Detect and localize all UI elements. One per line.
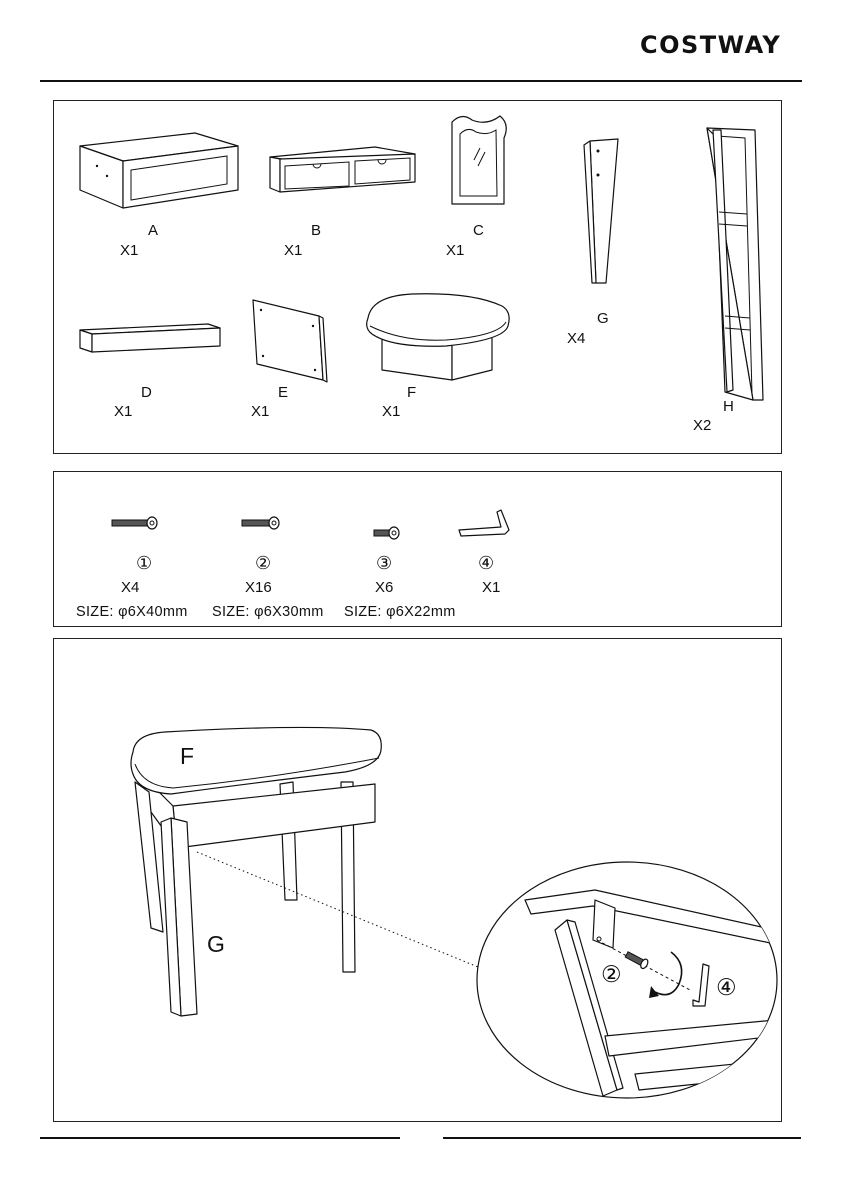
part-label-h: H [723,398,734,415]
part-label-g: G [597,310,609,327]
step-label-leg: G [207,931,225,957]
hardware-num-2: ② [255,553,272,573]
hardware-qty-2: X16 [245,579,272,596]
hardware-num-4: ④ [478,553,495,573]
step-label-seat: F [180,743,195,769]
part-qty-a: X1 [120,242,139,259]
part-label-f: F [407,384,417,401]
part-label-d: D [141,384,152,401]
part-qty-c: X1 [446,242,465,259]
hardware-size-1: SIZE: φ6X40mm [76,604,188,620]
part-label-c: C [473,222,484,239]
hardware-num-1: ① [136,553,153,573]
detail-label-screw: ② [601,961,622,987]
detail-label-tool: ④ [716,974,737,1000]
part-label-b: B [311,222,322,239]
part-qty-e: X1 [251,403,270,420]
hardware-qty-4: X1 [482,579,501,596]
brand-text: COSTWAY [640,31,782,59]
part-qty-h: X2 [693,417,712,434]
hardware-qty-1: X4 [121,579,140,596]
part-label-a: A [148,222,159,239]
footer-rule-left [40,1137,400,1139]
hardware-size-3: SIZE: φ6X22mm [344,604,456,620]
hardware-qty-3: X6 [375,579,394,596]
part-label-e: E [278,384,289,401]
part-qty-d: X1 [114,403,133,420]
hardware-num-3: ③ [376,553,393,573]
part-qty-b: X1 [284,242,303,259]
footer-rule-right [443,1137,801,1139]
part-qty-f: X1 [382,403,401,420]
part-qty-g: X4 [567,330,586,347]
hardware-size-2: SIZE: φ6X30mm [212,604,324,620]
